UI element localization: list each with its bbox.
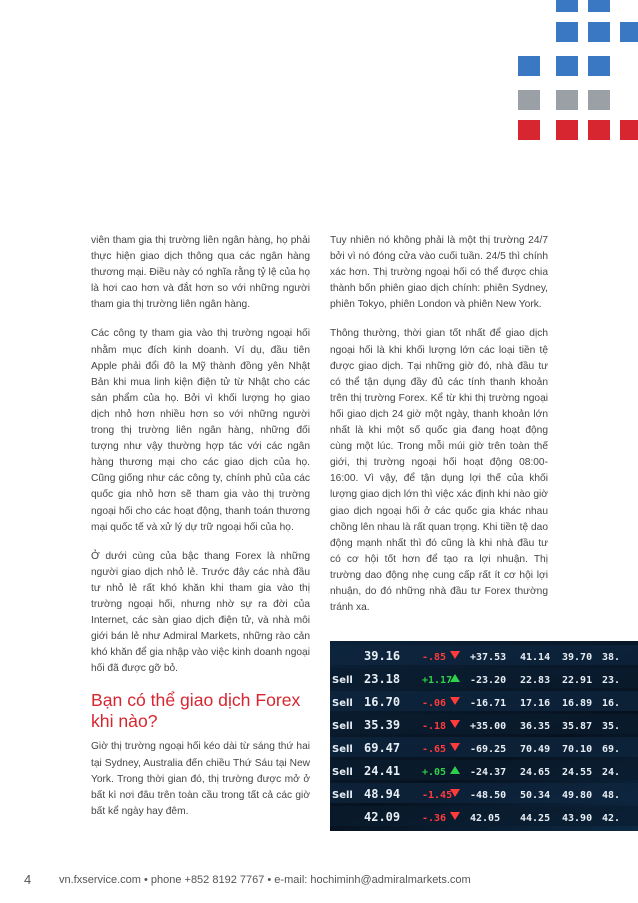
ticker-value: 23.	[602, 675, 621, 686]
decor-square	[556, 22, 578, 42]
decor-square	[588, 22, 610, 42]
ticker-value: 42.	[602, 813, 621, 824]
decor-square	[556, 56, 578, 76]
ticker-value: 69.47	[364, 741, 401, 755]
section-heading: Bạn có thể giao dịch Forex khi nào?	[91, 690, 301, 732]
ticker-value: 16.	[602, 698, 621, 709]
ticker-label: Sell	[332, 744, 353, 755]
ticker-value: -.65	[422, 744, 447, 755]
ticker-board	[330, 641, 638, 831]
ticker-value: 70.49	[520, 744, 551, 755]
ticker-value: +37.53	[470, 652, 507, 663]
decor-square	[588, 90, 610, 110]
decor-square	[588, 0, 610, 12]
decor-square	[556, 0, 578, 12]
ticker-value: 44.25	[520, 813, 551, 824]
ticker-value: 42.05	[470, 813, 501, 824]
ticker-value: -.18	[422, 721, 447, 732]
footer-contact: vn.fxservice.com • phone +852 8192 7767 • e-mail: hochiminh@admiralmarkets.com	[59, 874, 471, 886]
ticker-label: Sell	[332, 767, 353, 778]
ticker-value: 43.90	[562, 813, 593, 824]
paragraph: Tuy nhiên nó không phải là một thị trường 24/7 bởi vì nó đóng cửa vào cuối tuần. 24/5 thì chính xác hơn. Thị trường ngoại hối có thể được chia thành bốn phiên giao dịch chính: phiên Sydney, phiên Tokyo, phiên London và phiên New York.	[330, 235, 548, 311]
ticker-label: Sell	[332, 675, 353, 686]
ticker-value: 22.83	[520, 675, 551, 686]
ticker-value: -69.25	[470, 744, 507, 755]
ticker-value: 38.	[602, 652, 621, 663]
decorative-square-grid	[498, 0, 638, 160]
right-column	[330, 233, 548, 616]
ticker-value: 17.16	[520, 698, 551, 709]
ticker-value: 16.70	[364, 695, 401, 709]
decor-square	[556, 90, 578, 110]
ticker-value: 41.14	[520, 652, 551, 663]
ticker-value: 48.94	[364, 787, 401, 801]
ticker-value: 42.09	[364, 810, 401, 824]
page-footer	[0, 872, 638, 888]
ticker-value: -.06	[422, 698, 447, 709]
ticker-value: -23.20	[470, 675, 507, 686]
page-number: 4	[24, 872, 32, 887]
ticker-value: -16.71	[470, 698, 507, 709]
ticker-value: -24.37	[470, 767, 507, 778]
paragraph: Thông thường, thời gian tốt nhất để giao dịch ngoại hối là khi khối lượng lớn các loại tiền tệ được giao dịch. Tại những giờ đó, nhà đầu tư có thể tận dụng đầy đủ các tính thanh khoản trên thị trường Forex. Kể từ khi thị trường ngoại hối giao dịch 24 giờ một ngày, thanh khoản lớn nhất là khi một số quốc gia đang hoạt động cùng một lúc. Trong mỗi múi giờ trên toàn thế giới, thị trường ngoại hối hoạt động 08:00-16:00. Vì vậy, để tận dụng lợi thế của khối lượng giao dịch lớn thì việc xác định khi nào giờ giao dịch ngoại hối ở các quốc gia khác nhau chồng lên nhau là rất quan trọng. Khi tiền tệ dao động mạnh nhất thì đó cũng là khi nhà đầu tư có cơ hội tốt hơn để tạo ra lợi nhuận. Thị trường dao động nhẹ cung cấp rất ít cơ hội lợi nhuận, do đó những nhà đầu tư Forex thường tránh xa.	[330, 328, 548, 614]
decor-square	[620, 22, 638, 42]
ticker-value: 16.89	[562, 698, 593, 709]
ticker-value: 50.34	[520, 790, 551, 801]
ticker-value: 24.55	[562, 767, 593, 778]
decor-square	[588, 120, 610, 140]
ticker-value: +1.17	[422, 675, 453, 686]
ticker-value: +35.00	[470, 721, 507, 732]
decor-square	[556, 120, 578, 140]
ticker-value: 48.	[602, 790, 621, 801]
ticker-value: 49.80	[562, 790, 593, 801]
ticker-label: Sell	[332, 698, 353, 709]
ticker-value: -.36	[422, 813, 447, 824]
ticker-value: 69.	[602, 744, 621, 755]
ticker-value: 35.87	[562, 721, 593, 732]
ticker-value: 70.10	[562, 744, 593, 755]
ticker-label: Sell	[332, 790, 353, 801]
paragraph: Giờ thị trường ngoại hối kéo dài từ sáng thứ hai tại Sydney, Australia đến chiều Thứ Sáu tại New York. Trong thời gian đó, thị trường được mở ở bất kì nơi đâu trên toàn cầu trong tất cả các giờ bất kể ngày hay đêm.	[91, 741, 310, 817]
ticker-value: -1.45	[422, 790, 453, 801]
ticker-value: 36.35	[520, 721, 551, 732]
stock-ticker-photo	[330, 641, 638, 831]
decor-square	[518, 90, 540, 110]
paragraph: viên tham gia thị trường liên ngân hàng, họ phải thực hiện giao dịch thông qua các ngân hàng thương mại. Điều này có nghĩa rằng tỷ lệ của họ là hơi cao hơn và đắt hơn so với những người tham gia thị trường liên ngân hàng.	[91, 235, 310, 311]
decor-square	[588, 56, 610, 76]
ticker-label: Sell	[332, 721, 353, 732]
left-column	[91, 233, 310, 820]
ticker-value: 39.70	[562, 652, 593, 663]
ticker-value: 22.91	[562, 675, 593, 686]
ticker-value: 24.41	[364, 764, 401, 778]
decor-square	[518, 56, 540, 76]
ticker-value: 39.16	[364, 649, 401, 663]
ticker-value: 35.39	[364, 718, 401, 732]
ticker-value: 35.	[602, 721, 621, 732]
paragraph: Các công ty tham gia vào thị trường ngoại hối nhằm mục đích kinh doanh. Ví dụ, đầu tiên Apple phải đổi đô la Mỹ thành đồng yên Nhật Bản khi mua linh kiện điện tử từ Nhật cho các sản phẩm của họ. Bởi vì khối lượng họ giao dịch nhỏ hơn nhiều hơn so với những người trong thị trường liên ngân hàng, những đối tượng như vậy thường hợp tác với các ngân hàng thương mại cho các giao dịch của họ. Cũng giống như các công ty, chính phủ của các quốc gia nhỏ hơn sẽ tham gia vào thị trường ngoại hối cho các hoạt động, thanh toán thương mại quốc tế và xử lý dự trữ ngoại hối của họ.	[91, 328, 310, 533]
ticker-value: -48.50	[470, 790, 507, 801]
ticker-value: 23.18	[364, 672, 401, 686]
decor-square	[620, 120, 638, 140]
paragraph: Ở dưới cùng của bậc thang Forex là những người giao dịch nhỏ lẻ. Trước đây các nhà đầu tư nhỏ lẻ rất khó khăn khi tham gia vào thị trường ngoại hối, nhưng nhờ sự ra đời của Internet, các sàn giao dịch điện tử, và nhà môi giới bán lẻ như Admiral Markets, những rào cản khó khăn để gia nhập vào việc kinh doanh ngoại hối đã được gỡ bỏ.	[91, 550, 310, 675]
decor-square	[518, 120, 540, 140]
ticker-value: 24.	[602, 767, 621, 778]
ticker-value: -.85	[422, 652, 447, 663]
ticker-value: +.05	[422, 767, 447, 778]
ticker-value: 24.65	[520, 767, 551, 778]
